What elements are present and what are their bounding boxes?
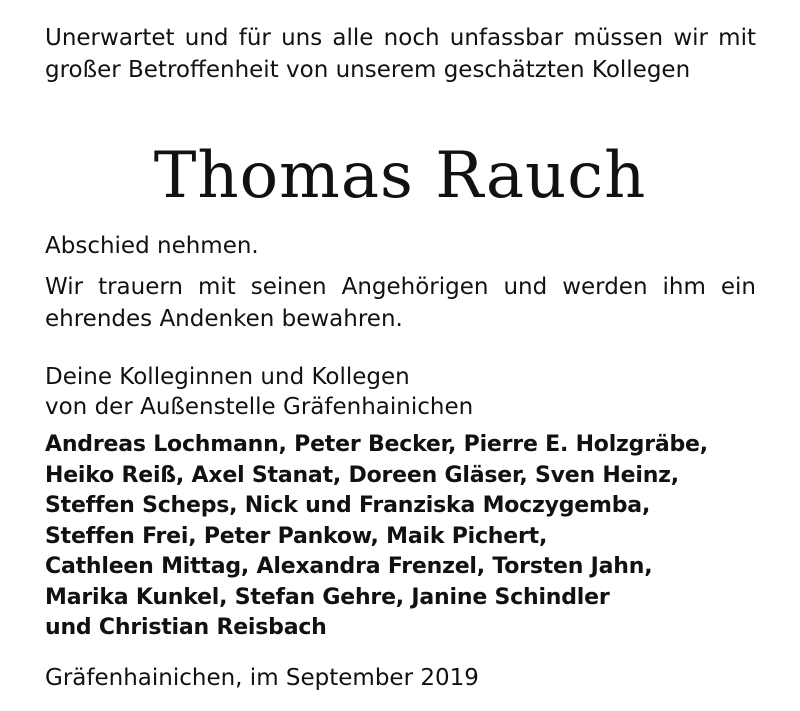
mourning-text: Wir trauern mit seinen Angehörigen und werden ihm ein ehrendes Andenken bewahren.	[45, 274, 756, 332]
names-line: und Christian Reisbach	[45, 615, 327, 640]
names-line: Andreas Lochmann, Peter Becker, Pierre E. Holzgräbe,	[45, 432, 708, 457]
place-date: Gräfenhainichen, im September 2019	[45, 665, 479, 691]
names-line: Heiko Reiß, Axel Stanat, Doreen Gläser, Sven Heinz,	[45, 462, 679, 488]
sender-block	[45, 362, 473, 422]
names-line: Steffen Scheps, Nick und Franziska Moczygemba,	[45, 493, 651, 518]
intro-text: Unerwartet und für uns alle noch unfassbar müssen wir mit großer Betroffenheit von unserem geschätzten Kollegen	[45, 25, 756, 83]
names-line: Cathleen Mittag, Alexandra Frenzel, Torsten Jahn,	[45, 554, 653, 579]
deceased-name: Thomas Rauch	[153, 139, 647, 213]
colleague-names	[45, 430, 708, 644]
sender-line: Deine Kolleginnen und Kollegen	[45, 364, 410, 390]
names-line: Marika Kunkel, Stefan Gehre, Janine Schindler	[45, 584, 610, 610]
farewell-text: Abschied nehmen.	[45, 233, 259, 259]
sender-line: von der Außenstelle Gräfenhainichen	[45, 394, 474, 420]
names-line: Steffen Frei, Peter Pankow, Maik Pichert,	[45, 523, 548, 549]
